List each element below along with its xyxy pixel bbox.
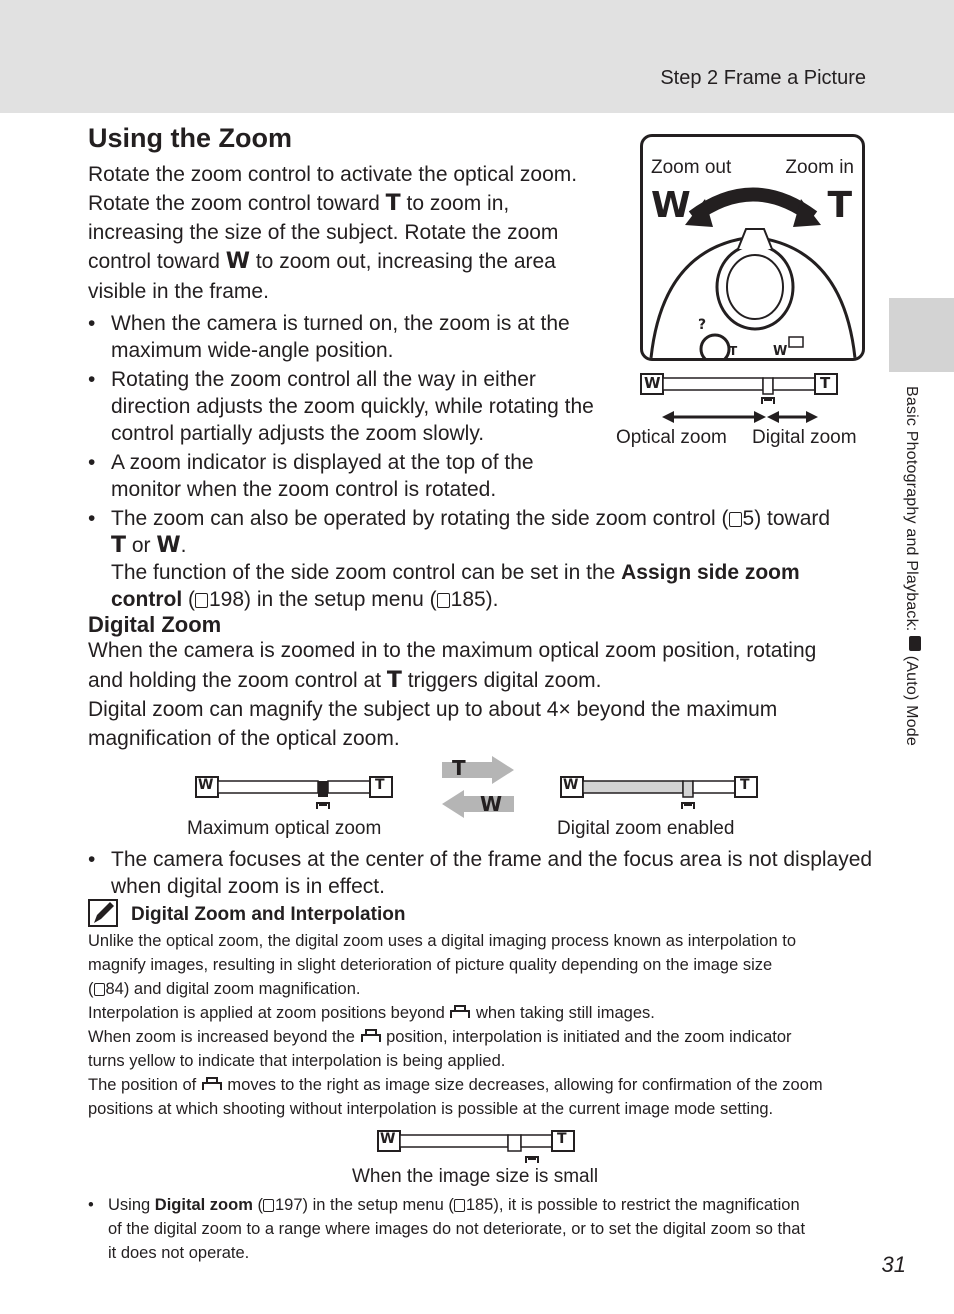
- interpolation-limit-icon: [449, 1005, 471, 1019]
- header-band: [0, 0, 954, 113]
- bullet-text: when digital zoom is in effect.: [111, 875, 385, 898]
- bullet-text: The camera focuses at the center of the frame and the focus area is not displayed: [111, 848, 873, 871]
- zoom-control-illustration: [640, 134, 865, 361]
- bullet-text: direction adjusts the zoom quickly, while rotating the: [111, 395, 594, 418]
- svg-text:?: ?: [698, 317, 707, 333]
- t-key-glyph: T: [827, 185, 852, 226]
- note-pencil-icon: [88, 899, 118, 927]
- bullet-text-part: .: [180, 534, 187, 557]
- intro-text: Rotate the zoom control toward: [88, 192, 386, 215]
- bar-w-label: W: [563, 777, 579, 793]
- zoom-out-label: Zoom out: [651, 157, 732, 178]
- bullet-dot: •: [88, 848, 96, 871]
- bullet-dot: •: [88, 507, 96, 530]
- bullet-line: [108, 1193, 868, 1217]
- small-image-zoom-indicator: [377, 1129, 577, 1169]
- bullet-item: [88, 1193, 868, 1265]
- book-icon: [195, 593, 208, 608]
- digital-zoom-line-3: Digital zoom can magnify the subject up to about 4× beyond the maximum: [88, 698, 778, 721]
- bullet-text-part: The function of the side zoom control can be set in the: [111, 561, 622, 584]
- t-key-glyph: T: [385, 191, 401, 216]
- bar-t-label: T: [740, 777, 750, 793]
- bullet-item: [88, 449, 534, 503]
- intro-line-1: Rotate the zoom control to activate the optical zoom.: [88, 163, 578, 186]
- digital-zoom-line-4: magnification of the optical zoom.: [88, 727, 400, 750]
- bold-term: control: [111, 588, 183, 611]
- bullet-text: When the camera is turned on, the zoom is at the: [111, 312, 570, 335]
- arrow-t-glyph: T: [452, 756, 466, 780]
- t-key-glyph: T: [111, 533, 127, 558]
- bullet-text-part: 185), it is possible to restrict the magnification: [465, 1196, 800, 1214]
- note-text: When zoom is increased beyond the: [88, 1028, 360, 1046]
- bullet-text: control partially adjusts the zoom slowly.: [111, 422, 485, 445]
- intro-line-5: visible in the frame.: [88, 280, 269, 303]
- bullet-text: [111, 505, 878, 532]
- intro-text: to zoom out, increasing the area: [250, 250, 556, 273]
- w-key-glyph: W: [156, 533, 181, 558]
- page-number: 31: [881, 1252, 906, 1277]
- bullet-text: Rotating the zoom control all the way in either: [111, 368, 536, 391]
- digital-zoom-line-1: When the camera is zoomed in to the maximum optical zoom position, rotating: [88, 639, 817, 662]
- bar-w-label: W: [198, 777, 214, 793]
- small-image-label: When the image size is small: [352, 1166, 599, 1187]
- book-icon: [263, 1199, 274, 1212]
- digital-zoom-enabled-label: Digital zoom enabled: [557, 818, 735, 839]
- bullet-text-part: The zoom can also be operated by rotating the side zoom control (: [111, 507, 729, 530]
- chapter-label-end: (Auto) Mode: [902, 651, 920, 746]
- arrow-w-glyph: W: [480, 792, 503, 816]
- bullet-item: [88, 846, 878, 900]
- w-key-glyph: W: [651, 185, 691, 226]
- bullet-text-part: or: [126, 534, 157, 557]
- book-icon: [454, 1199, 465, 1212]
- note-text: (: [88, 980, 94, 998]
- chapter-label-start: Basic Photography and Playback:: [902, 386, 920, 637]
- digital-zoom-text: triggers digital zoom.: [401, 669, 602, 692]
- bullet-text: monitor when the zoom control is rotated.: [111, 478, 497, 501]
- bullet-text: A zoom indicator is displayed at the top of the: [111, 451, 534, 474]
- bullet-text: [111, 559, 878, 586]
- bullet-item: [88, 310, 570, 364]
- note-line: positions at which shooting without interpolation is possible at the current image mode setting.: [88, 1100, 774, 1118]
- optical-zoom-label: Optical zoom: [616, 427, 727, 448]
- bold-term: Digital zoom: [154, 1196, 253, 1214]
- bullet-item: [88, 505, 878, 613]
- zoom-indicator-bar: [640, 372, 866, 428]
- bullet-text-part: 197) in the setup menu (: [274, 1196, 454, 1214]
- note-line: [88, 977, 878, 1001]
- note-text: 84) and digital zoom magnification.: [105, 980, 361, 998]
- bullet-line: it does not operate.: [108, 1244, 250, 1262]
- section-heading: Digital Zoom: [88, 612, 222, 637]
- bar-w-label: W: [380, 1131, 396, 1147]
- running-header: Step 2 Frame a Picture: [660, 67, 866, 89]
- intro-line-4: [88, 247, 556, 276]
- note-text: Interpolation is applied at zoom positions beyond: [88, 1004, 450, 1022]
- note-text: position, interpolation is initiated and the zoom indicator: [381, 1028, 792, 1046]
- bullet-line: of the digital zoom to a range where images do not deteriorate, or to set the digital zoom so that: [108, 1220, 806, 1238]
- note-text: The position of: [88, 1076, 201, 1094]
- max-optical-zoom-label: Maximum optical zoom: [187, 818, 382, 839]
- digital-zoom-enabled-indicator: [560, 775, 760, 815]
- bar-t-label: T: [557, 1131, 567, 1147]
- bar-w-label: W: [644, 374, 661, 392]
- max-optical-zoom-indicator: [195, 775, 395, 815]
- t-w-arrows: [438, 756, 518, 822]
- bullet-text-part: (: [182, 588, 195, 611]
- intro-text: to zoom in,: [400, 192, 510, 215]
- bullet-text-part: Using: [108, 1196, 155, 1214]
- book-icon: [94, 983, 105, 996]
- note-line: turns yellow to indicate that interpolation is being applied.: [88, 1052, 506, 1070]
- digital-zoom-text: and holding the zoom control at: [88, 669, 387, 692]
- note-line: magnify images, resulting in slight deterioration of picture quality depending on the image size: [88, 956, 773, 974]
- note-text: when taking still images.: [471, 1004, 655, 1022]
- note-line: [88, 1073, 878, 1097]
- bullet-dot: •: [88, 312, 96, 335]
- bullet-dot: •: [88, 368, 96, 391]
- note-text: moves to the right as image size decreases, allowing for confirmation of the zoom: [222, 1076, 823, 1094]
- bullet-text-part: (: [252, 1196, 263, 1214]
- bullet-text-part: 5) toward: [742, 507, 831, 530]
- zoom-in-label: Zoom in: [785, 157, 854, 178]
- bullet-dot: •: [88, 451, 96, 474]
- note-heading: Digital Zoom and Interpolation: [131, 904, 406, 925]
- bold-term: Assign side zoom: [621, 561, 800, 584]
- bar-t-label: T: [375, 777, 385, 793]
- note-line: [88, 1025, 878, 1049]
- w-key-glyph: W: [225, 249, 251, 274]
- camera-icon: [909, 636, 921, 651]
- digital-zoom-label: Digital zoom: [752, 427, 857, 448]
- intro-line-3: increasing the size of the subject. Rotate the zoom: [88, 221, 559, 244]
- bullet-item: [88, 366, 594, 447]
- note-paragraph: [88, 929, 878, 1121]
- intro-line-2: [88, 189, 509, 218]
- digital-zoom-line-2: [88, 666, 601, 695]
- interpolation-limit-icon: [201, 1077, 223, 1091]
- book-icon: [729, 512, 742, 527]
- chapter-side-label: [893, 386, 923, 746]
- svg-text:W: W: [773, 344, 788, 358]
- zoom-lever-drawing: [643, 137, 862, 358]
- bullet-text-part: 198) in the setup menu (: [209, 588, 437, 611]
- bar-t-label: T: [820, 374, 831, 392]
- t-key-glyph: T: [386, 668, 402, 693]
- bullet-text: [111, 586, 878, 613]
- interpolation-limit-icon: [360, 1029, 382, 1043]
- page-title: Using the Zoom: [88, 123, 292, 153]
- note-line: [88, 1001, 878, 1025]
- svg-text:T: T: [729, 344, 738, 358]
- chapter-tab: [889, 298, 954, 372]
- bullet-text: maximum wide-angle position.: [111, 339, 394, 362]
- intro-text: control toward: [88, 250, 226, 273]
- bullet-text: [111, 532, 878, 559]
- bullet-dot: •: [88, 1196, 94, 1214]
- book-icon: [437, 593, 450, 608]
- bullet-text-part: 185).: [450, 588, 499, 611]
- note-line: Unlike the optical zoom, the digital zoom uses a digital imaging process known as interpolation to: [88, 932, 797, 950]
